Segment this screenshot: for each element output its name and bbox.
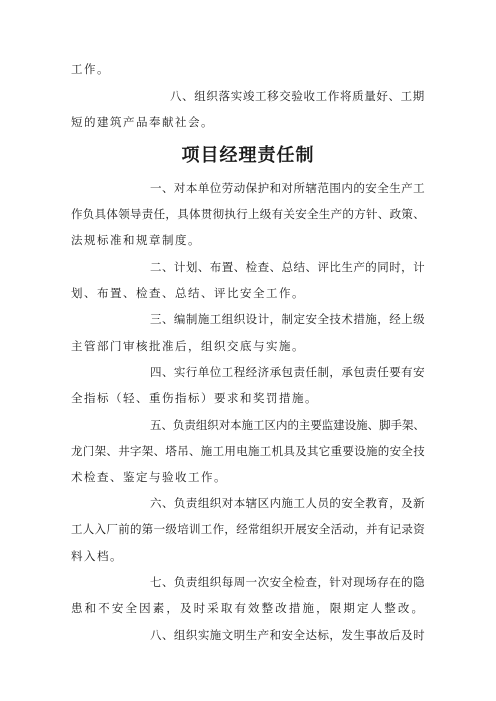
text-line: 四、实行单位工程经济承包责任制，承包责任要有安 xyxy=(150,365,426,379)
text-line: 二、计划、布置、检查、总结、评比生产的同时，计 xyxy=(150,260,426,274)
text-line: 一、对本单位劳动保护和对所辖范围内的安全生产工 xyxy=(150,181,426,195)
text-line: 短的建筑产品奉献社会。 xyxy=(71,115,214,129)
text-line: 料入档。 xyxy=(71,549,123,563)
text-line: 八、组织落实竣工移交验收工作将质量好、工期 xyxy=(170,89,425,103)
text-line: 患和不安全因素，及时采取有效整改措施，限期定人整改。 xyxy=(71,601,426,615)
text-line: 划、布置、检查、总结、评比安全工作。 xyxy=(71,286,305,300)
text-line: 五、负责组织对本施工区内的主要监建设施、脚手架、 xyxy=(150,418,425,432)
text-line: 全指标（轻、重伤指标）要求和奖罚措施。 xyxy=(71,391,318,405)
text-line: 八、组织实施文明生产和安全达标，发生事故后及时 xyxy=(150,628,426,642)
text-line: 法规标准和规章制度。 xyxy=(71,233,201,247)
document-title: 项目经理责任制 xyxy=(181,145,315,166)
text-line: 工作。 xyxy=(71,62,110,76)
text-line: 作负具体领导责任，具体贯彻执行上级有关安全生产的方针、政策、 xyxy=(71,207,425,221)
text-line: 三、编制施工组织设计，制定安全技术措施，经上级 xyxy=(150,312,426,326)
text-line: 七、负责组织每周一次安全检查，针对现场存在的隐 xyxy=(150,575,426,589)
text-line: 主管部门审核批准后，组织交底与实施。 xyxy=(71,339,305,353)
text-line: 六、负责组织对本辖区内施工人员的安全教育，及新 xyxy=(150,496,426,510)
text-line: 工人入厂前的第一级培训工作，经常组织开展安全活动，并有记录资 xyxy=(71,522,425,536)
text-line: 龙门架、井字架、塔吊、施工用电施工机具及其它重要设施的安全技 xyxy=(71,444,425,458)
text-line: 术检查、鉴定与验收工作。 xyxy=(71,470,227,484)
